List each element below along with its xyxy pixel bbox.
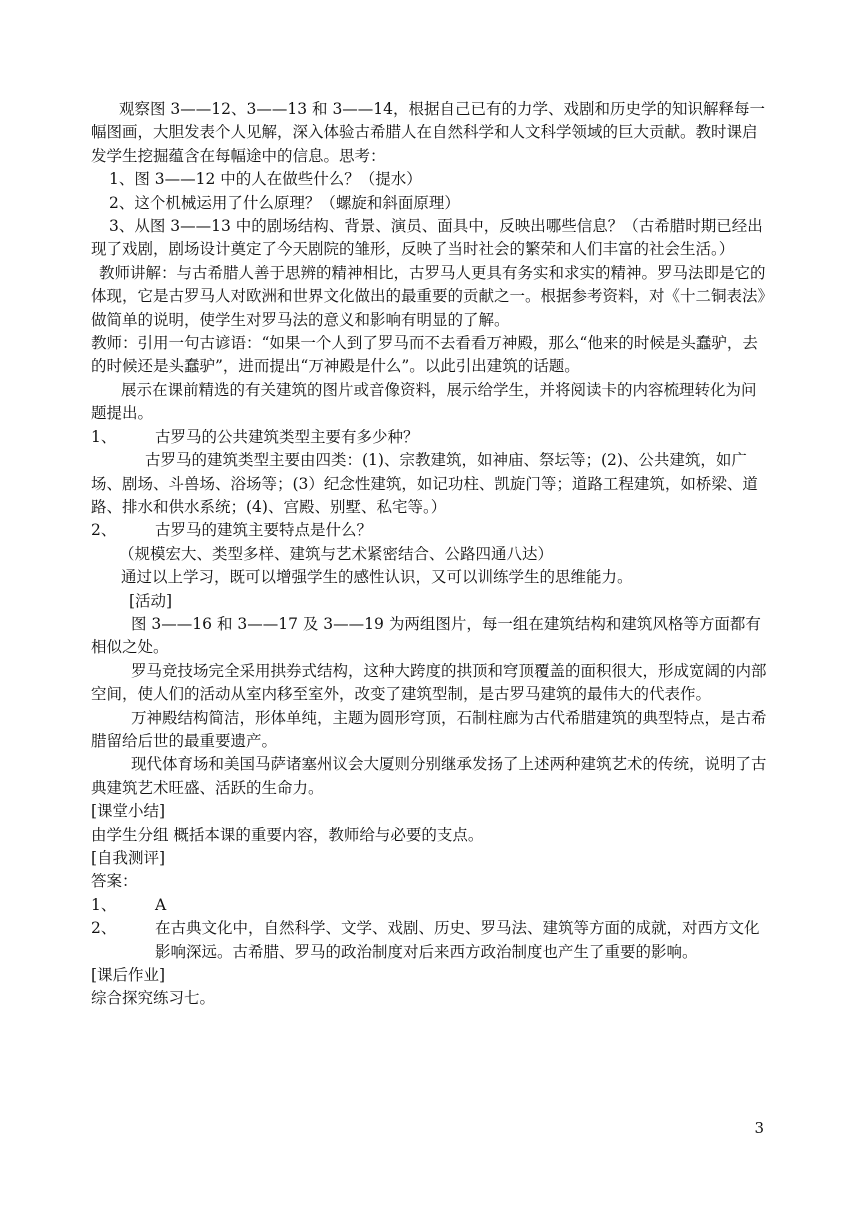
paragraph-building-types: 古罗马的建筑类型主要由四类：(1)、宗教建筑，如神庙、祭坛等；(2)、公共建筑，如广场、剧场、斗兽场、浴场等；(3）纪念性建筑，如记功柱、凯旋门等；道路工程建筑，如桥梁、道路、排水和供水系统；(4)、宫殿、别墅、私宅等。）: [91, 451, 758, 516]
item-text: A: [155, 895, 167, 914]
paragraph-features: （规模宏大、类型多样、建筑与艺术紧密结合、公路四通八达）: [119, 544, 554, 563]
heading-summary: [课堂小结]: [91, 802, 166, 821]
heading-self-test: [自我测评]: [91, 849, 166, 867]
heading-answers: 答案：: [91, 872, 138, 891]
paragraph-colosseum: 罗马竞技场完全采用拱券式结构，这种大跨度的拱顶和穹顶覆盖的面积很大，形成宽阔的内部空间，使人们的活动从室内移至室外，改变了建筑型制，是古罗马建筑的最伟大的代表作。: [91, 661, 767, 704]
item-text: 古罗马的建筑主要特点是什么？: [155, 521, 373, 540]
paragraph-through: 通过以上学习，既可以增强学生的感性认识，又可以训练学生的思维能力。: [121, 568, 633, 587]
document-body: [91, 98, 771, 1011]
heading-activity: [活动]: [129, 591, 173, 610]
paragraph-teacher-explain: 教师讲解：与古希腊人善于思辨的精神相比，古罗马人更具有务实和求实的精神。罗马法即是它的体现，它是古罗马人对欧洲和世界文化做出的最重要的贡献之一。根据参考资料，对《十二铜表法》做简单的说明，使学生对罗马法的意义和影响有明显的了解。: [91, 263, 766, 329]
item-number: 2、: [91, 521, 117, 540]
paragraph-summary: 由学生分组 概括本课的重要内容，教师给与必要的支点。: [91, 825, 484, 844]
paragraph-modern: 现代体育场和美国马萨诸塞州议会大厦则分别继承发扬了上述两种建筑艺术的传统，说明了古典建筑艺术旺盛、活跃的生命力。: [91, 755, 767, 797]
item-number: 1、: [91, 427, 117, 446]
paragraph-homework: 综合探究练习七。: [91, 989, 216, 1008]
paragraph-pantheon: 万神殿结构简洁，形体单纯，主题为圆形穹顶，石制柱廊为古代希腊建筑的典型特点，是古希腊留给后世的最重要遗产。: [91, 708, 767, 750]
numbered-item-2: [91, 519, 771, 542]
heading-homework: [课后作业]: [91, 966, 166, 985]
question-1: 1、图 3——12 中的人在做些什么？（提水）: [109, 170, 422, 189]
item-text: 古罗马的公共建筑类型主要有多少种？: [155, 427, 419, 446]
paragraph-observe: 观察图 3——12、3——13 和 3——14，根据自己已有的力学、戏剧和历史学的知识解释每一幅图画，大胆发表个人见解，深入体验古希腊人在自然科学和人文科学领域的巨大贡献。教时课启发学生挖掘蕴含在每幅途中的信息。思考：: [91, 100, 766, 165]
answer-item-2: [91, 917, 771, 964]
question-3: 3、从图 3——13 中的剧场结构、背景、演员、面具中，反映出哪些信息？（古希腊时期已经出现了戏剧，剧场设计奠定了今天剧院的雏形，反映了当时社会的繁荣和人们丰富的社会生活。）: [91, 217, 763, 259]
question-2: 2、这个机械运用了什么原理？（螺旋和斜面原理）: [109, 193, 460, 212]
page-number: 3: [754, 1119, 764, 1137]
paragraph-figures: 图 3——16 和 3——17 及 3——19 为两组图片，每一组在建筑结构和建筑风格等方面都有相似之处。: [91, 614, 761, 657]
answer-item-1: [91, 894, 771, 917]
paragraph-teacher-quote: 教师：引用一句古谚语：“如果一个人到了罗马而不去看看万神殿，那么“他来的时候是头蠢驴，去的时候还是头蠢驴”，进而提出“万神殿是什么”。以此引出建筑的话题。: [91, 334, 758, 376]
item-number: 1、: [91, 895, 117, 914]
numbered-item-1: [91, 426, 771, 449]
item-number: 2、: [91, 919, 117, 938]
paragraph-show: 展示在课前精选的有关建筑的图片或音像资料，展示给学生，并将阅读卡的内容梳理转化为问题提出。: [91, 380, 757, 423]
item-text: 在古典文化中，自然科学、文学、戏剧、历史、罗马法、建筑等方面的成就，对西方文化影响深远。古希腊、罗马的政治制度对后来西方政治制度也产生了重要的影响。: [155, 919, 760, 961]
